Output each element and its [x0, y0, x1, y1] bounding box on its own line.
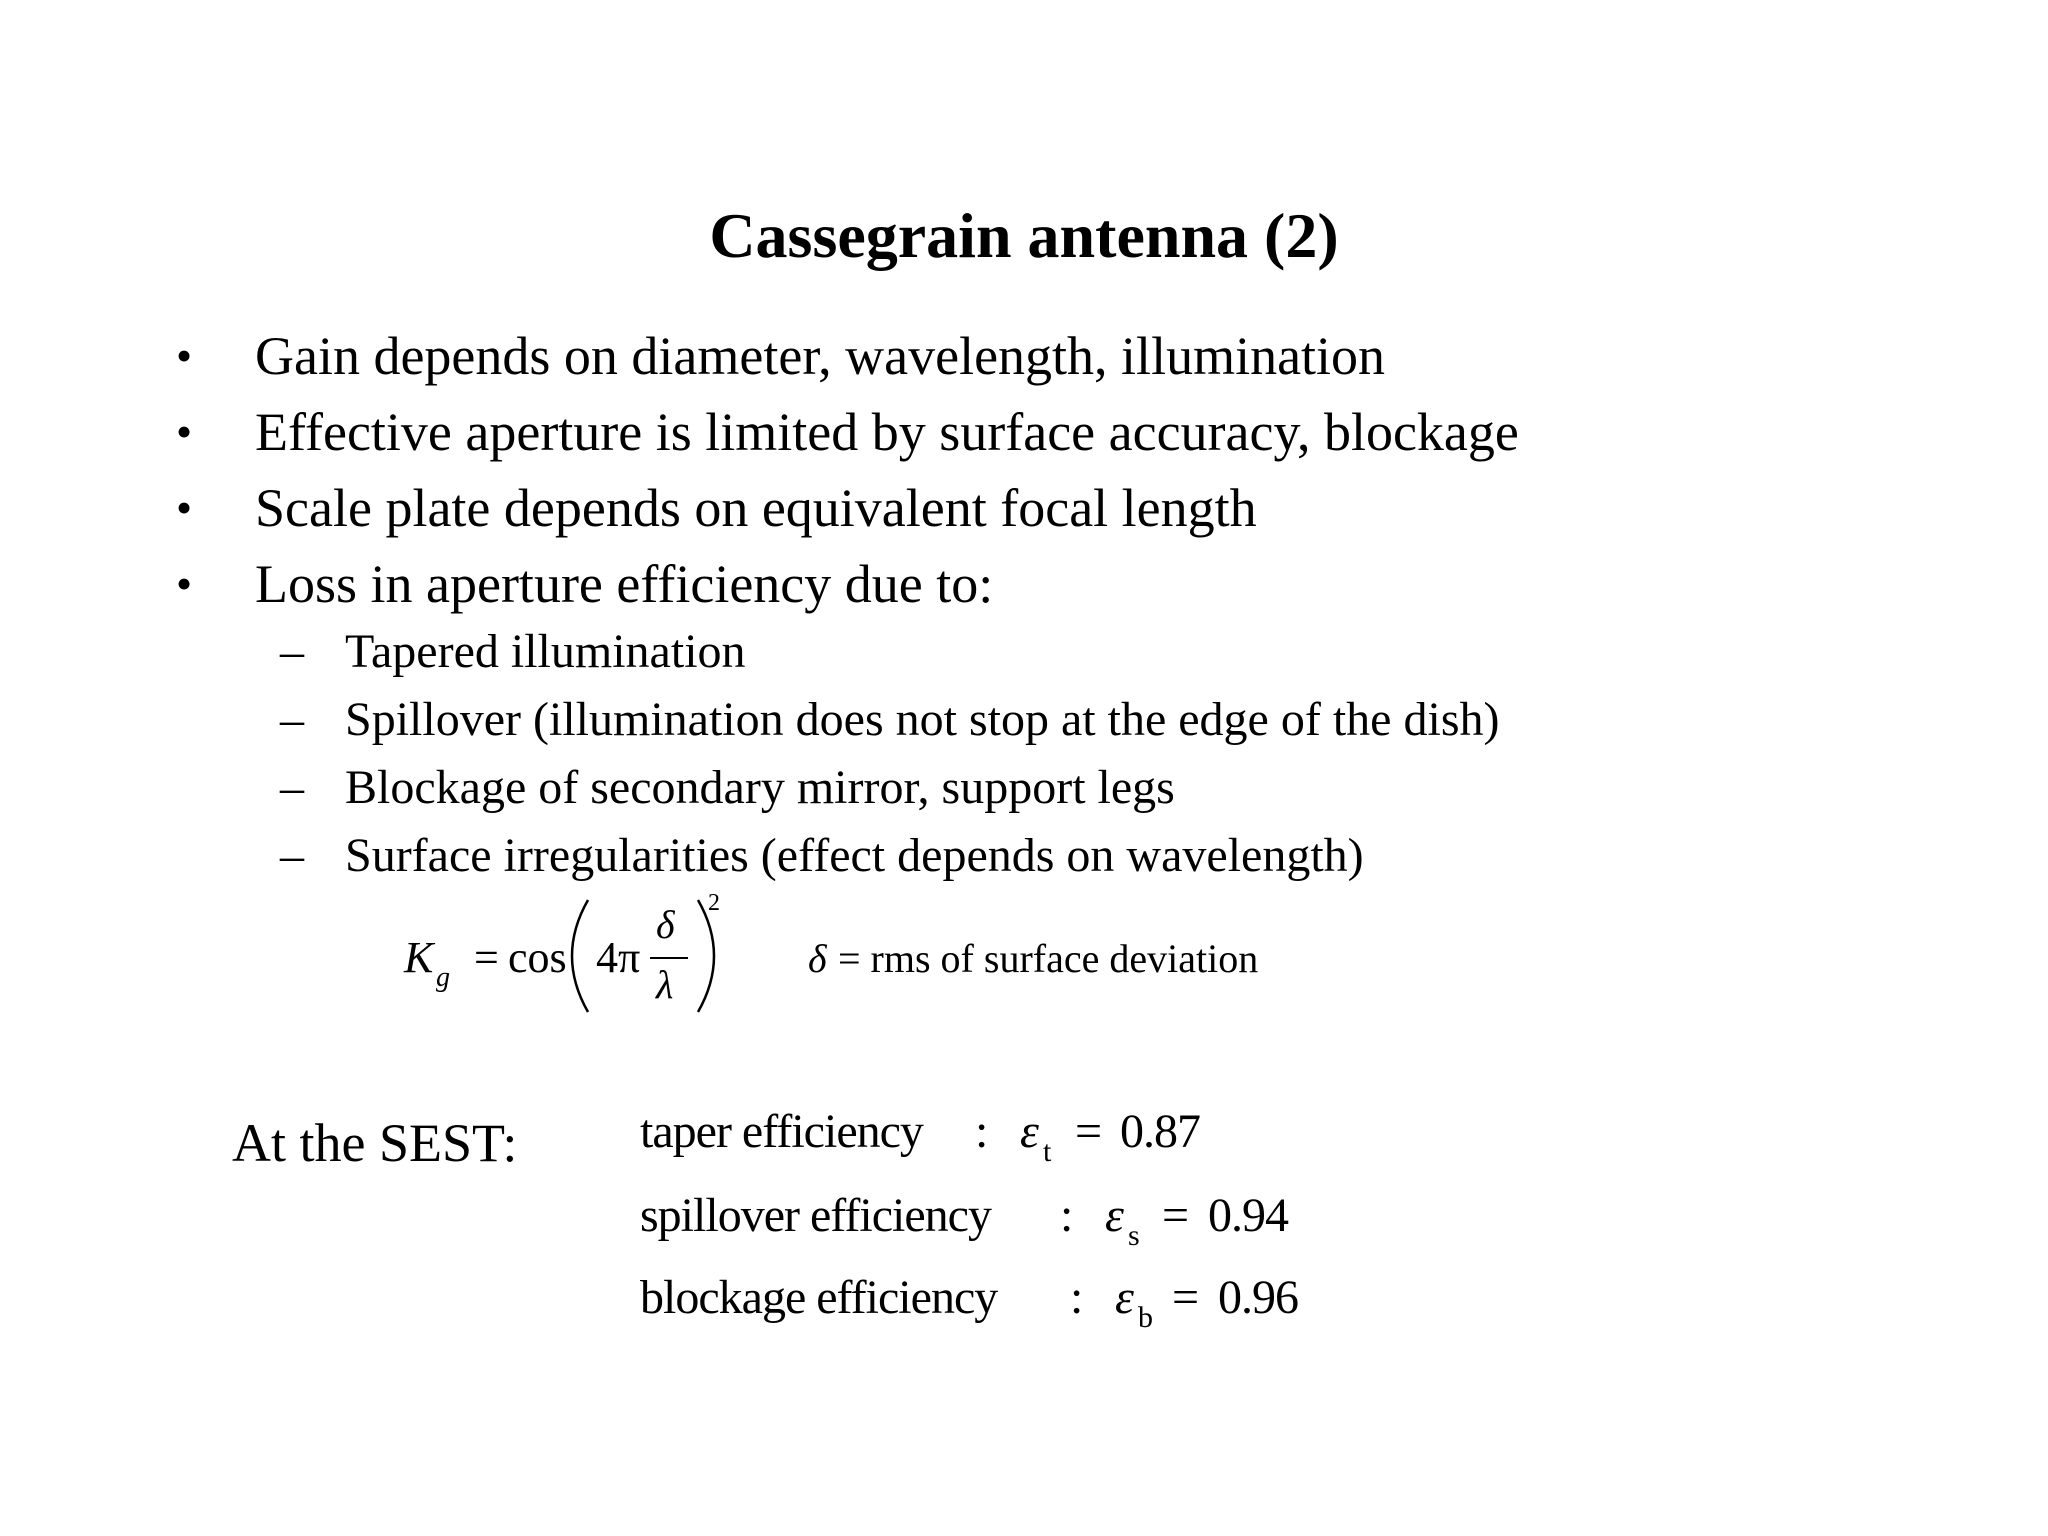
efficiency-row-taper	[640, 1100, 1200, 1168]
sub-bullet-marker: –	[280, 693, 304, 746]
efficiency-subscript: s	[1128, 1219, 1139, 1252]
bullet-text: Effective aperture is limited by surface accuracy, blockage	[255, 402, 1519, 462]
bullet-text: Loss in aperture efficiency due to:	[255, 554, 994, 614]
sest-label: At the SEST:	[232, 1113, 518, 1173]
efficiency-list	[640, 1100, 1540, 1360]
bullet-marker: •	[176, 558, 193, 609]
sub-bullet-marker: –	[280, 829, 304, 882]
efficiency-row-blockage	[640, 1266, 1298, 1334]
efficiency-equals: =	[1075, 1105, 1102, 1158]
surface-loss-formula	[398, 890, 1378, 1030]
efficiency-symbol: ε	[1115, 1271, 1133, 1324]
sub-bullet-item	[0, 754, 2048, 822]
bullet-text: Gain depends on diameter, wavelength, illumination	[255, 326, 1386, 386]
sub-bullet-item	[0, 686, 2048, 754]
formula-denominator: λ	[656, 962, 674, 1007]
efficiency-subscript: b	[1138, 1301, 1152, 1334]
sub-bullet-marker: –	[280, 761, 304, 814]
sub-bullet-list	[0, 618, 2048, 890]
formula-left-paren	[572, 900, 588, 1012]
efficiency-colon: :	[1060, 1189, 1073, 1242]
formula-exponent: 2	[708, 890, 720, 916]
efficiency-name: taper efficiency	[640, 1105, 923, 1158]
sub-bullet-text: Spillover (illumination does not stop at the edge of the dish)	[345, 693, 1500, 746]
formula-k-symbol: K	[404, 933, 434, 982]
sub-bullet-text: Surface irregularities (effect depends on wavelength)	[345, 829, 1364, 882]
efficiency-name: blockage efficiency	[640, 1271, 998, 1324]
bullet-list	[0, 318, 2048, 622]
slide-title: Cassegrain antenna (2)	[709, 200, 1339, 271]
bullet-item	[0, 470, 2048, 546]
formula-cos: cos	[508, 933, 567, 982]
efficiency-value: 0.94	[1208, 1189, 1288, 1242]
efficiency-equals: =	[1172, 1271, 1199, 1324]
efficiency-symbol: ε	[1020, 1105, 1038, 1158]
bullet-item	[0, 318, 2048, 394]
bullet-marker: •	[176, 482, 193, 533]
bullet-item	[0, 394, 2048, 470]
sub-bullet-text: Tapered illumination	[345, 625, 746, 678]
sub-bullet-item	[0, 822, 2048, 890]
formula-delta-definition: = rms of surface deviation	[838, 936, 1259, 981]
sub-bullet-marker: –	[280, 625, 304, 678]
efficiency-row-spillover	[640, 1184, 1288, 1252]
bullet-text: Scale plate depends on equivalent focal length	[255, 478, 1257, 538]
efficiency-colon: :	[1070, 1271, 1083, 1324]
sub-bullet-item	[0, 618, 2048, 686]
efficiency-subscript: t	[1043, 1135, 1051, 1168]
efficiency-name: spillover efficiency	[640, 1189, 991, 1242]
bullet-item	[0, 546, 2048, 622]
efficiency-equals: =	[1162, 1189, 1189, 1242]
formula-coefficient: 4π	[596, 933, 641, 982]
bullet-marker: •	[176, 406, 193, 457]
efficiency-value: 0.87	[1120, 1105, 1200, 1158]
formula-equals: =	[474, 933, 499, 982]
efficiency-value: 0.96	[1218, 1271, 1298, 1324]
efficiency-colon: :	[975, 1105, 988, 1158]
formula-k-subscript: g	[436, 962, 450, 993]
sub-bullet-text: Blockage of secondary mirror, support legs	[345, 761, 1175, 814]
formula-graphic	[398, 890, 1378, 1030]
formula-delta-symbol: δ	[808, 936, 827, 981]
formula-right-paren	[698, 900, 714, 1012]
bullet-marker: •	[176, 330, 193, 381]
efficiency-symbol: ε	[1105, 1189, 1123, 1242]
formula-numerator: δ	[656, 902, 675, 947]
